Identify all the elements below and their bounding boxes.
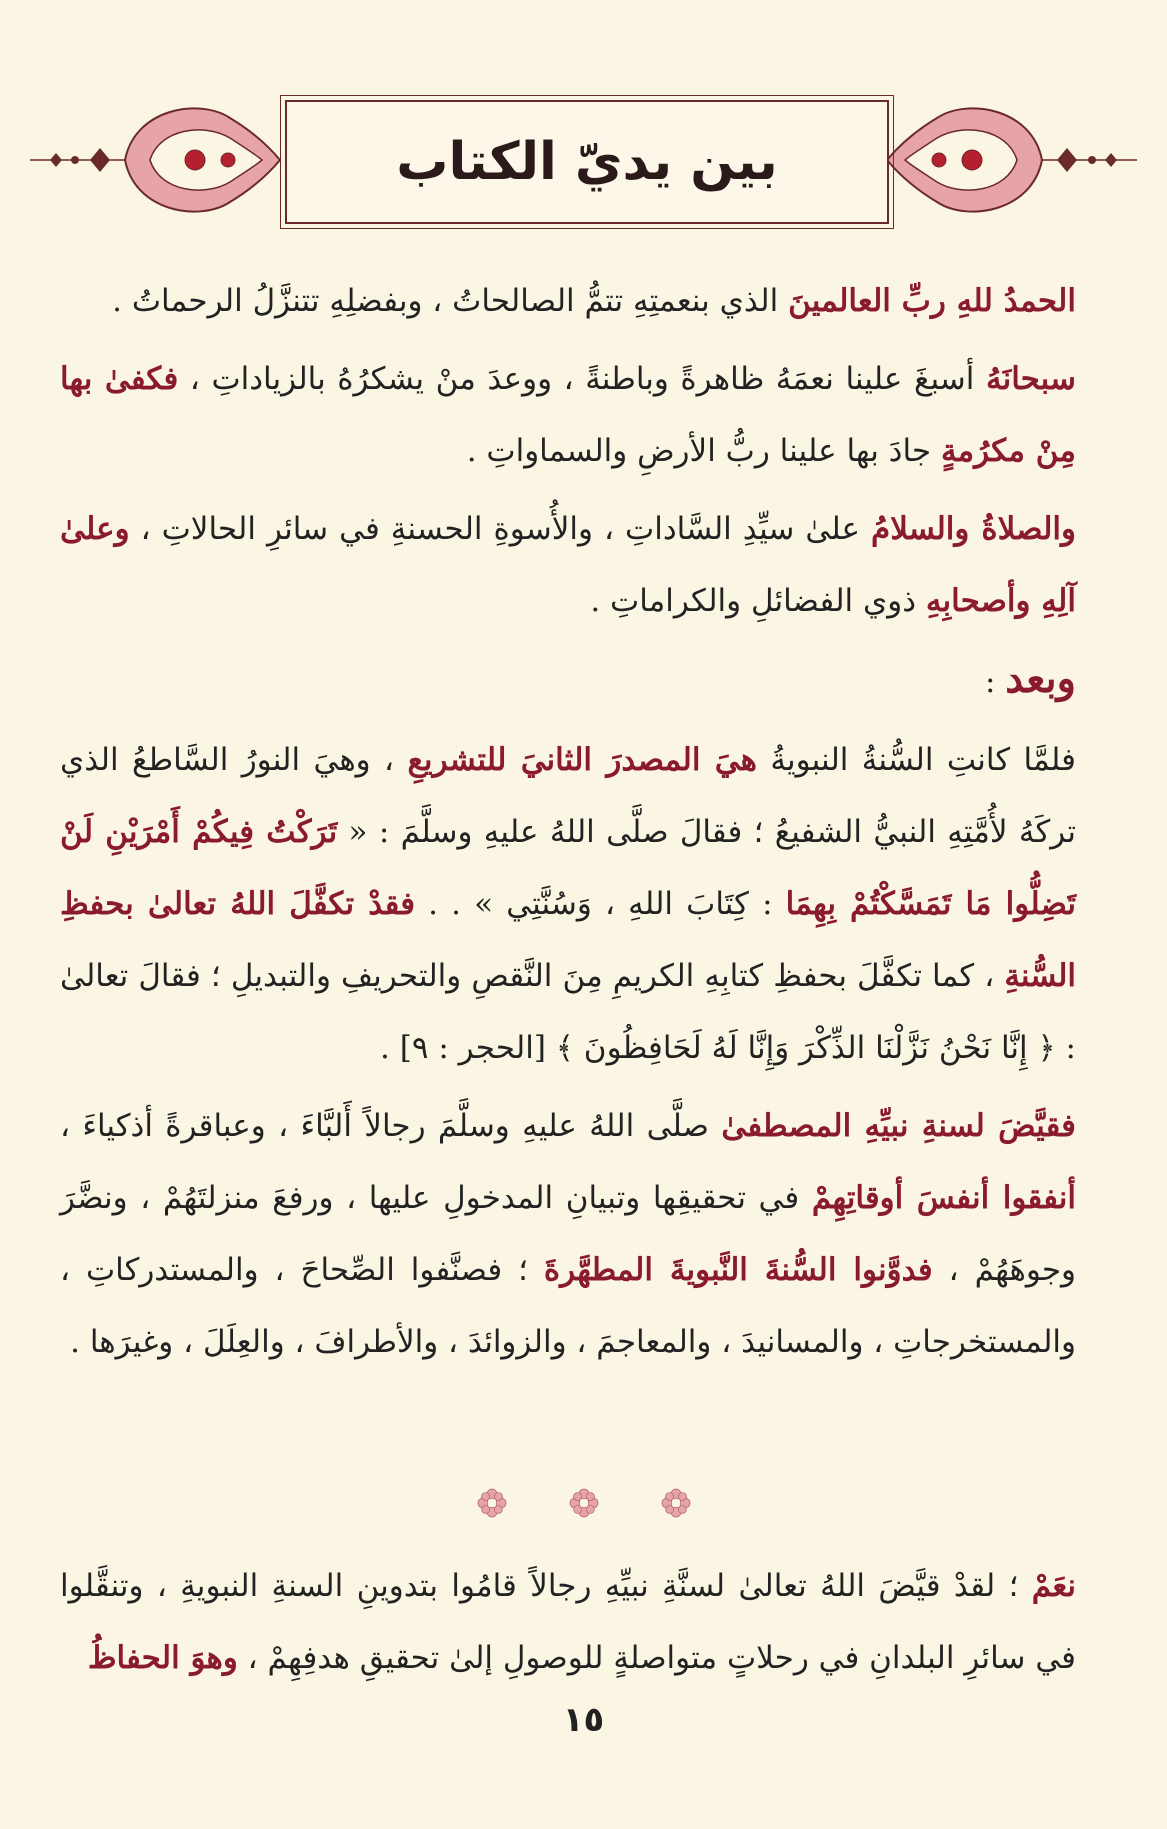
highlight: أنفقوا أنفسَ أوقاتِهِمْ bbox=[811, 1180, 1076, 1216]
text-run: علىٰ سيِّدِ السَّاداتِ ، والأُسوةِ الحسنةِ في سائرِ الحالاتِ ، bbox=[129, 511, 872, 547]
text-run: ؛ فصنَّفوا الصِّحاحَ ، والمستدركاتِ ، والمستخرجاتِ ، والمسانيدَ ، والمعاجمَ ، والزوائدَ ، والأطرافَ ، والعِلَلَ ، وغيرَها . bbox=[60, 1252, 1076, 1360]
paragraph-salutation bbox=[60, 493, 1076, 637]
paragraph-scholars bbox=[60, 1090, 1076, 1378]
text-run: ذوي الفضائلِ والكراماتِ . bbox=[590, 583, 926, 619]
highlight: هيَ المصدرَ الثانيَ للتشريعِ bbox=[407, 742, 757, 778]
paragraph-sunnah bbox=[60, 724, 1076, 1084]
hadith-quote: تَرَكْتُ فِيكُمْ أَمْرَيْنِ لَنْ تَضِلُّوا مَا تَمَسَّكْتُمْ بِهِمَا bbox=[60, 814, 1076, 922]
highlight: فقيَّضَ لسنةِ نبيِّهِ المصطفىٰ bbox=[721, 1108, 1076, 1144]
text-run: ؛ لقدْ قيَّضَ اللهُ تعالىٰ لسنَّةِ نبيِّهِ رجالاً قامُوا بتدوينِ السنةِ النبويةِ ، وتنقَّلوا في سائرِ البلدانِ في رحلاتٍ متواصلةٍ للوصولِ إلىٰ تحقيقِ هدفِهِمْ ، bbox=[60, 1568, 1076, 1676]
highlight: سبحانَهُ bbox=[985, 361, 1076, 397]
paragraph-closing bbox=[60, 1550, 1076, 1694]
paragraph-praise bbox=[60, 265, 1076, 337]
highlight: نعَمْ bbox=[1031, 1568, 1076, 1604]
highlight: فدوَّنوا السُّنةَ النَّبويةَ المطهَّرةَ bbox=[543, 1252, 933, 1288]
closing-text bbox=[60, 1550, 1076, 1694]
text-run: الذي بنعمتِهِ تتمُّ الصالحاتُ ، وبفضلِهِ تتنزَّلُ الرحماتُ . bbox=[112, 283, 789, 319]
text-run: في تحقيقِها وتبيانِ المدخولِ عليها ، ورفعَ منزلتَهُمْ ، ونضَّرَ وجوهَهُمْ ، bbox=[60, 1180, 1076, 1288]
text-run: أسبغَ علينا نعمَهُ ظاهرةً وباطنةً ، ووعدَ منْ يشكرُهُ بالزياداتِ ، bbox=[178, 361, 986, 397]
text-run: جادَ بها علينا ربُّ الأرضِ والسماواتِ . bbox=[466, 433, 941, 469]
heading-colon: : bbox=[984, 664, 1006, 700]
text-run: ، كما تكفَّلَ بحفظِ كتابِهِ الكريمِ مِنَ النَّقصِ والتحريفِ والتبديلِ ؛ فقالَ تعالىٰ : ﴿ إِنَّا نَحْنُ نَزَّلْنَا الذِّكْرَ وَإِنَّا لَهُ لَحَافِظُونَ ﴾ [الحجر : ٩] . bbox=[60, 958, 1076, 1066]
heading-label: وبعد bbox=[1005, 655, 1076, 702]
highlight: والصلاةُ والسلامُ bbox=[871, 511, 1076, 547]
highlight: الحمدُ للهِ ربِّ العالمينَ bbox=[788, 283, 1076, 319]
text-run: صلَّى اللهُ عليهِ وسلَّمَ رجالاً أَلبَّاءَ ، وعباقرةً أذكياءَ ، bbox=[60, 1108, 722, 1144]
section-divider bbox=[0, 1488, 1167, 1528]
section-heading bbox=[60, 643, 1076, 718]
flower-ornament-icon bbox=[569, 1488, 599, 1518]
page-number: ١٥ bbox=[562, 1700, 605, 1740]
intro-text bbox=[60, 265, 1076, 1384]
highlight: فكفىٰ بها مِنْ مكرُمةٍ bbox=[60, 361, 1076, 469]
text-run: : كِتَابَ اللهِ ، وَسُنَّتِي » . . bbox=[415, 886, 786, 922]
highlight: فقدْ تكفَّلَ اللهُ تعالىٰ بحفظِ السُّنةِ bbox=[60, 886, 1076, 994]
paragraph-glorification bbox=[60, 343, 1076, 487]
title-frame bbox=[285, 100, 889, 224]
highlight: وهوَ الحفاظُ bbox=[87, 1640, 238, 1676]
chapter-title: بين يديّ الكتاب bbox=[396, 132, 778, 192]
flower-ornament-icon bbox=[477, 1488, 507, 1518]
flower-ornament-icon bbox=[661, 1488, 691, 1518]
highlight: وعلىٰ آلِهِ وأصحابِهِ bbox=[60, 511, 1076, 619]
text-run: فلمَّا كانتِ السُّنةُ النبويةُ bbox=[756, 742, 1076, 778]
text-run: ، وهيَ النورُ السَّاطعُ الذي تركَهُ لأُمَّتِهِ النبيُّ الشفيعُ ؛ فقالَ صلَّى اللهُ عليهِ وسلَّمَ : « bbox=[60, 742, 1076, 850]
chapter-header bbox=[30, 88, 1137, 238]
